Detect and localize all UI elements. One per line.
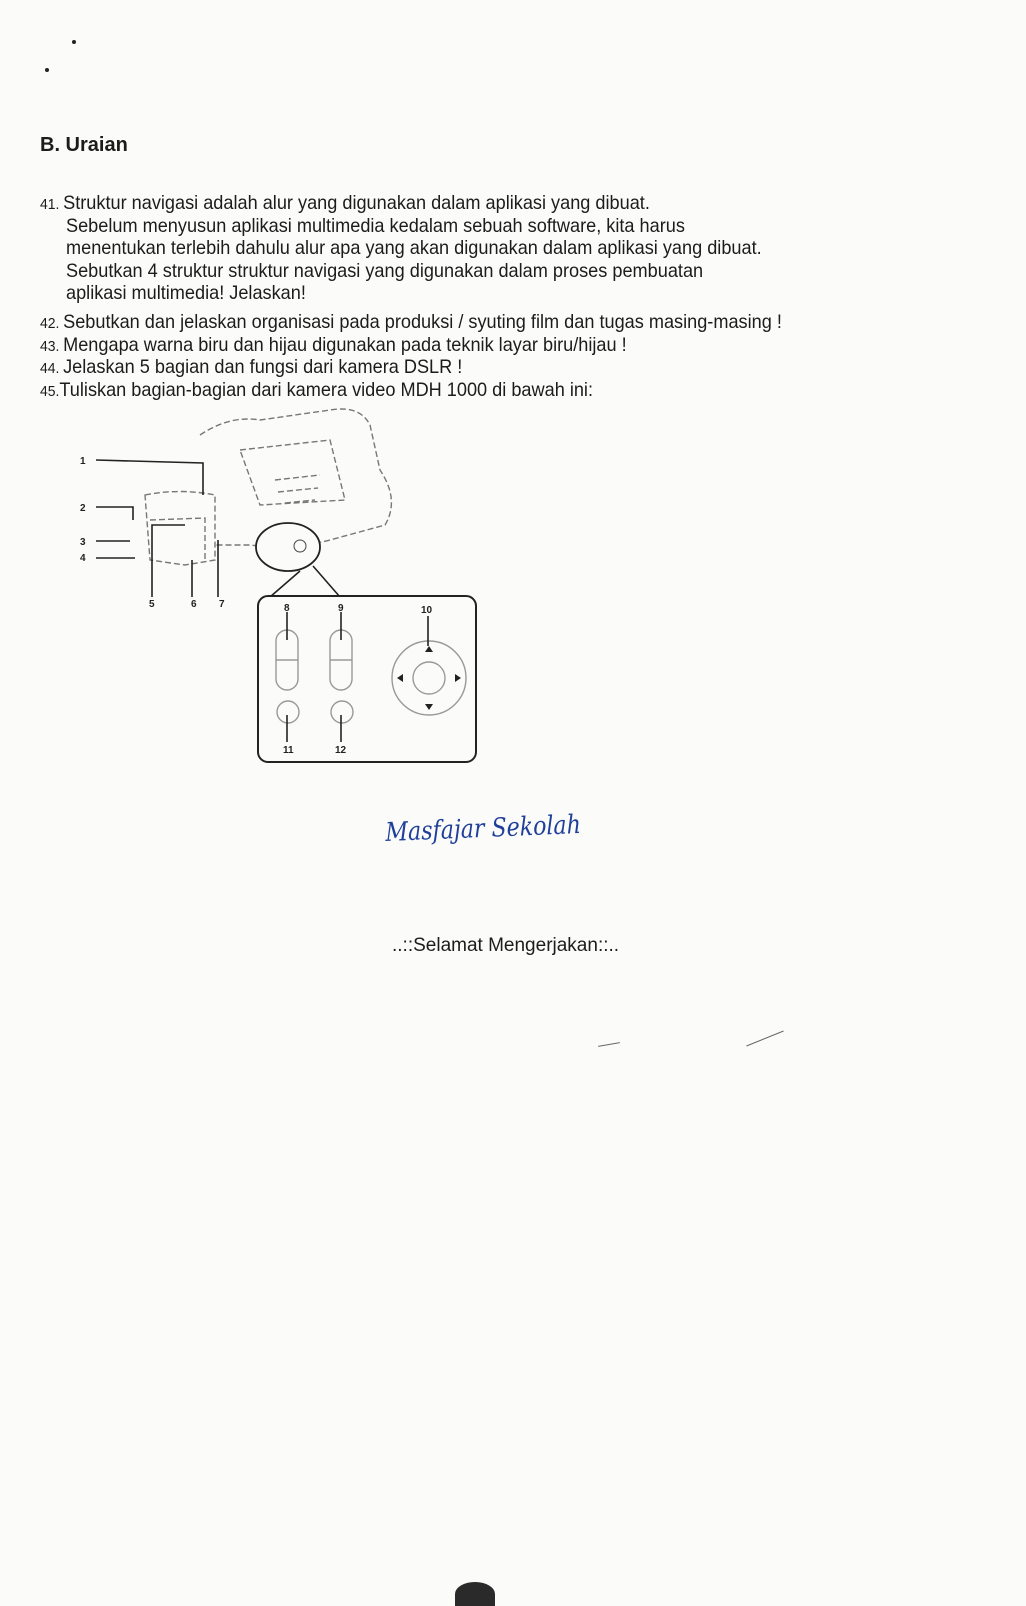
control-zoom-circle <box>256 523 320 571</box>
diagram-label: 11 <box>283 745 294 756</box>
pen-mark <box>746 1031 783 1047</box>
handwritten-signature: Masfajar Sekolah <box>385 809 582 848</box>
diagram-label: 2 <box>80 503 86 514</box>
diagram-label: 9 <box>338 603 344 614</box>
question-text: Mengapa warna biru dan hijau digunakan pada teknik layar biru/hijau ! <box>63 334 627 356</box>
leader-lines <box>96 460 218 597</box>
pen-mark <box>598 1042 620 1047</box>
diagram-label: 4 <box>80 553 86 564</box>
camera-diagram <box>0 0 1026 800</box>
diagram-label: 7 <box>219 599 225 610</box>
diagram-label: 6 <box>191 599 197 610</box>
question-number: 45. <box>40 383 60 400</box>
question-text: aplikasi multimedia! Jelaskan! <box>66 282 306 304</box>
diagram-label: 1 <box>80 456 86 467</box>
question-number: 41. <box>40 196 60 213</box>
diagram-label: 3 <box>80 537 86 548</box>
question-number: 43. <box>40 338 60 355</box>
diagram-label: 10 <box>421 605 433 616</box>
question-text: Sebelum menyusun aplikasi multimedia kedalam sebuah software, kita harus <box>66 215 685 237</box>
question-text: Tuliskan bagian-bagian dari kamera video MDH 1000 di bawah ini: <box>59 379 594 401</box>
question-number: 44. <box>40 360 60 377</box>
control-panel-box <box>258 596 476 762</box>
question-text: Jelaskan 5 bagian dan fungsi dari kamera DSLR ! <box>63 356 463 378</box>
question-text: menentukan terlebih dahulu alur apa yang akan digunakan dalam aplikasi yang dibuat. <box>66 237 762 259</box>
question-number: 42. <box>40 315 60 332</box>
question-text: Sebutkan dan jelaskan organisasi pada produksi / syuting film dan tugas masing-masing ! <box>63 311 782 333</box>
diagram-label: 8 <box>284 603 290 614</box>
closing-text: ..::Selamat Mengerjakan::.. <box>392 935 620 956</box>
diagram-label: 5 <box>149 599 155 610</box>
section-heading: B. Uraian <box>40 134 128 156</box>
diagram-label: 12 <box>335 745 347 756</box>
scan-artifact <box>455 1582 495 1606</box>
question-text: Struktur navigasi adalah alur yang digunakan dalam aplikasi yang dibuat. <box>63 192 650 214</box>
question-text: Sebutkan 4 struktur struktur navigasi yang digunakan dalam proses pembuatan <box>66 260 704 282</box>
